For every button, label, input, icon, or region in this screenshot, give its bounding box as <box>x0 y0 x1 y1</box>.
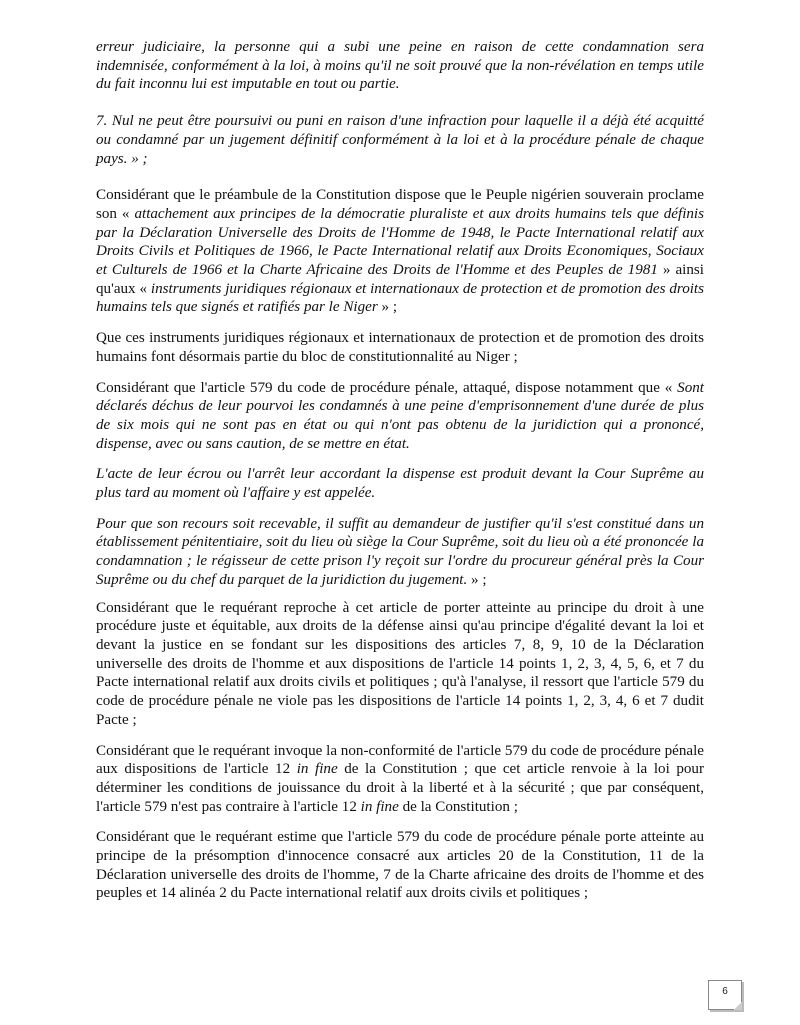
paragraph-p4 <box>96 329 704 366</box>
text-segment: de la Constitution ; <box>398 798 518 815</box>
text-segment: attachement aux principes de la démocratie pluraliste et aux droits humains tels que définis par la Déclaration Universelle des Droits de l'Homme de 1948, le Pacte International relatif aux Droits Civils et Politiques de 1966, le Pacte International relatif aux Droits Economiques, Sociaux et Culturels de 1966 et la Charte Africaine des Droits de l'Homme et des Peuples de 1981 <box>96 205 705 279</box>
text-segment: Que ces instruments juridiques régionaux et internationaux de protection et de promotion des droits humains font désormais partie du bloc de constitutionnalité au Niger ; <box>96 330 704 365</box>
text-segment: 7. Nul ne peut être poursuivi ou puni en raison d'une infraction pour laquelle il a déjà été acquitté ou condamné par un jugement définitif conformément à la loi et à la procédure pénale de chaque pays. » ; <box>96 113 704 167</box>
page-number: 6 <box>708 980 742 1010</box>
text-segment: L'acte de leur écrou ou l'arrêt leur accordant la dispense est produit devant la Cour Suprême au plus tard au moment où l'affaire y est appelée. <box>96 466 704 502</box>
text-segment: instruments juridiques régionaux et internationaux de protection et de promotion des droits humains tels que signés et ratifiés par le Niger <box>96 280 705 316</box>
paragraph-p3 <box>96 186 704 317</box>
text-segment: Considérant que l'article 579 du code de procédure pénale, attaqué, dispose notamment que « <box>96 379 678 396</box>
text-segment: Considérant que le préambule de la Constitution dispose que le Peuple nigérien souverain proclame son « <box>96 187 704 222</box>
paragraph-p10 <box>96 828 704 903</box>
paragraph-p7 <box>96 515 704 590</box>
text-segment: Considérant que le requérant estime que l'article 579 du code de procédure pénale porte atteinte au principe de la présomption d'innocence consacré aux articles 20 de la Constitution, 11 de la Déclaration universelle des droits de l'homme, 7 de la Charte africaine des droits de l'homme et des peuples et 14 alinéa 2 du Pacte international relatif aux droits civils et politiques ; <box>96 829 704 902</box>
text-segment: Sont déclarés déchus de leur pourvoi les condamnés à une peine d'emprisonnement d'une durée de plus de six mois qui ne sont pas en état ou qui n'ont pas obtenu de la juridiction qui a prononcé, dispense, avec ou sans caution, de se mettre en état. <box>96 379 704 452</box>
paragraph-p8 <box>96 599 704 730</box>
text-segment: erreur judiciaire, la personne qui a subi une peine en raison de cette condamnation sera indemnisée, conformément à la loi, à moins qu'il ne soit prouvé que la non-révélation en temps utile du fait inconnu lui est imputable en tout ou partie. <box>96 39 704 93</box>
paragraph-p2 <box>96 112 704 168</box>
document-body <box>96 38 704 903</box>
text-segment: in fine <box>360 798 399 815</box>
text-segment: Considérant que le requérant invoque la non-conformité de l'article 579 du code de procédure pénale aux dispositions de l'article 12 <box>96 742 704 778</box>
paragraph-p9 <box>96 742 704 817</box>
text-segment: » ; <box>467 571 487 588</box>
text-segment: in fine <box>296 761 338 778</box>
paragraph-p1 <box>96 38 704 94</box>
text-segment: de la Constitution ; que cet article renvoie à la loi pour déterminer les conditions de jouissance du droit à la liberté et à la sécurité ; que par conséquent, l'article 579 n'est pas contraire à l'article 12 <box>96 761 704 815</box>
text-segment: Pour que son recours soit recevable, il suffit au demandeur de justifier qu'il s'est constitué dans un établissement pénitentiaire, soit du lieu où siège la Cour Suprême, soit du lieu où a été prononcée la condamnation ; le régisseur de cette prison l'y reçoit sur l'ordre du procureur général près la Cour Suprême ou du chef du parquet de la juridiction du jugement. <box>96 515 704 588</box>
text-segment: » ; <box>377 299 398 316</box>
paragraph-p6 <box>96 465 704 502</box>
text-segment: Considérant que le requérant reproche à cet article de porter atteinte au principe du droit à une procédure juste et équitable, aux droits de la défense ainsi qu'au principe d'égalité devant la loi et devant la justice en se fondant sur les dispositions des articles 7, 8, 9, 10 de la Déclaration universelle des droits de l'homme et aux dispositions de l'article 14 points 1, 2, 3, 4, 5, 6, et 7 du Pacte international relatif aux droits civils et politiques ; qu'à l'analyse, il ressort que l'article 579 du code de procédure pénale ne viole pas les dispositions de l'article 14 points 1, 2, 3, 4, 6 et 7 dudit Pacte ; <box>96 599 704 728</box>
paragraph-p5 <box>96 379 704 454</box>
text-segment: » ainsi qu'aux « <box>96 262 704 297</box>
